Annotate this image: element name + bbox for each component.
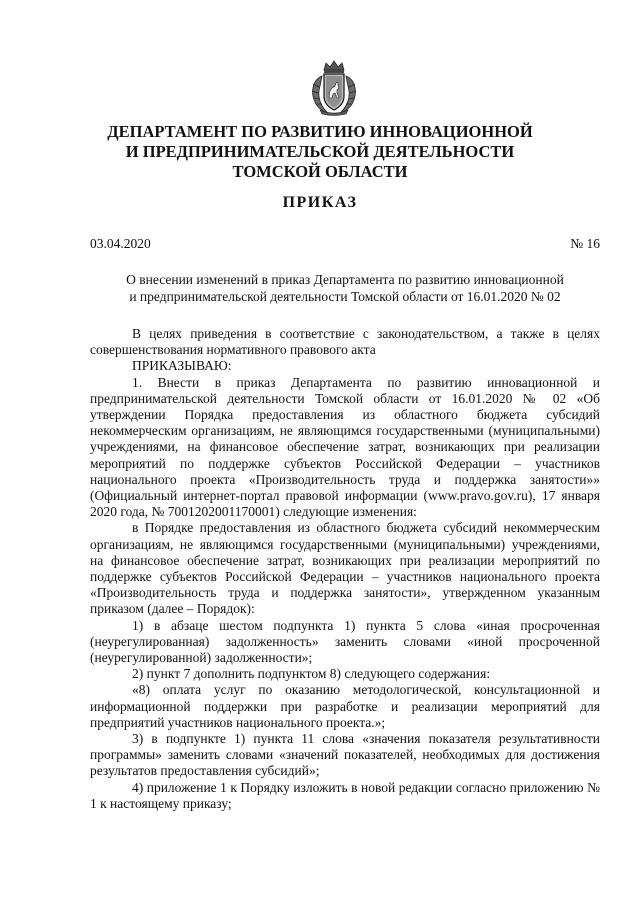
paragraph-6: 3) в подпункте 1) пункта 11 слова «значения показателя результативности программы» заменить словами «значений показателей, необходимых для достижения результатов предоставления субсидий»; xyxy=(90,731,600,779)
document-type: ПРИКАЗ xyxy=(282,194,358,211)
document-subject xyxy=(90,271,600,305)
order-word: ПРИКАЗЫВАЮ: xyxy=(132,358,232,374)
document-date: 03.04.2020 xyxy=(90,236,151,251)
paragraph-3: 1) в абзаце шестом подпункта 1) пункта 5 слова «иная просроченная (неурегулированная) задолженность» заменить словами «иной просроченной (неурегулированной) задолженности»; xyxy=(90,617,600,666)
document-number: № 16 xyxy=(570,236,600,251)
paragraph-1: 1. Внести в приказ Департамента по развитию инновационной и предпринимательской деятельности Томской области от 16.01.2020 № 02 «Об утверждении Порядка предоставления из областного бюджета субсидий некоммерческим организациям, не являющимся государственными (муниципальными) учреждениями, на финансовое обеспечение затрат, возникающих при реализации мероприятий по поддержке субъектов Российской Федерации – участников национального проекта «Производительность труда и поддержка занятости»» (Официальный интернет-портал правовой информации (www.pravo.gov.ru), 17 января 2020 года, № 7001202001170001) следующие изменения: xyxy=(90,374,600,520)
org-line-2: И ПРЕДПРИНИМАТЕЛЬСКОЙ ДЕЯТЕЛЬНОСТИ xyxy=(125,142,515,161)
preamble-paragraph: В целях приведения в соответствие с законодательством, а также в целях совершенствования нормативного правового акта xyxy=(90,326,600,358)
subject-line-2: и предпринимательской деятельности Томской области от 16.01.2020 № 02 xyxy=(129,289,561,304)
paragraph-7: 4) приложение 1 к Порядку изложить в новой редакции согласно приложению № 1 к настоящему приказу; xyxy=(90,779,600,811)
org-line-1: ДЕПАРТАМЕНТ ПО РАЗВИТИЮ ИННОВАЦИОННОЙ xyxy=(107,122,533,141)
tomsk-coat-of-arms-icon xyxy=(308,60,360,116)
subject-line-1: О внесении изменений в приказ Департамента по развитию инновационной xyxy=(126,272,564,287)
paragraph-4: 2) пункт 7 дополнить подпунктом 8) следующего содержания: xyxy=(132,666,491,682)
paragraph-5: «8) оплата услуг по оказанию методологической, консультационной и информационной поддержки при разработке и реализации мероприятий для предприятий участников национального проекта.»; xyxy=(90,682,600,730)
document-body xyxy=(90,326,600,812)
org-line-3: ТОМСКОЙ ОБЛАСТИ xyxy=(232,162,408,181)
organization-name xyxy=(0,122,640,182)
paragraph-2: в Порядке предоставления из областного бюджета субсидий некоммерческим организациям, не являющимся государственными (муниципальными) учреждениями, на финансовое обеспечение затрат, возникающих при реализации мероприятий по поддержке субъектов Российской Федерации – участников национального проекта «Производительность труда и поддержка занятости», утвержденном указанным приказом (далее – Порядок): xyxy=(90,520,600,617)
